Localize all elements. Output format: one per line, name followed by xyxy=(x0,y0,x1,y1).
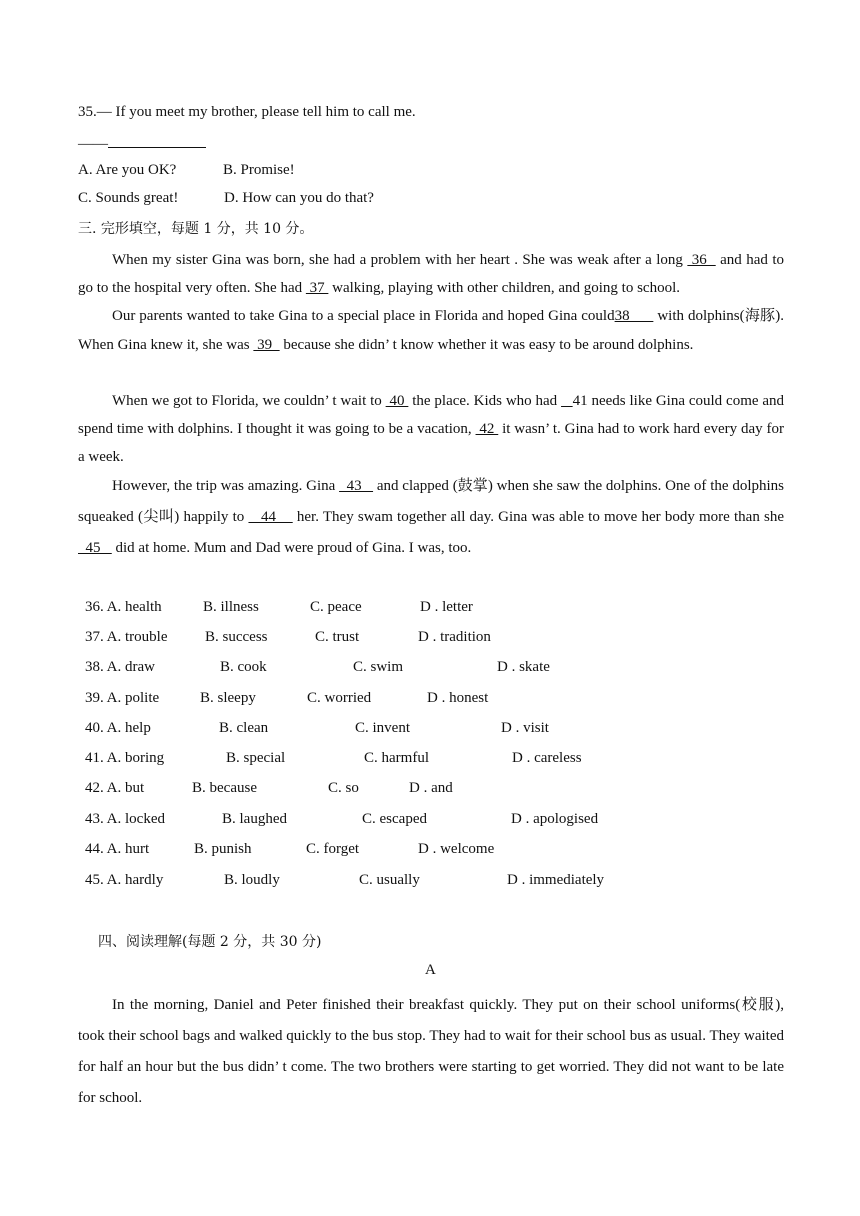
exam-page: 35.— If you meet my brother, please tell him to call me. —— A. Are you OK? B. Promise! C. Sounds great! D. How can you do that? 三. 完形填空，每题 1 分，共 10 分。 When my sister Gina was born, she had a problem with her heart . She was weak after a long 36 and had to go to the hospital very often. She had 37 walking, playing with other children, and going to school. Our parents wanted to take Gina to a special place in Florida and hoped Gina could38 with dolphins(海豚). When Gina knew it, she was 39 because she didn’ t know whether it was easy to be around dolphins. When we got to Florida, we couldn’ t wait to 40 the place. Kids who had 41 needs like Gina could come and spend time with dolphins. I thought it was going to be a vacation, 42 it wasn’ t. Gina had to work hard every day for a week. However, the trip was amazing. Gina 43 and clapped (鼓掌) when she saw the dolphins. One of the dolphins squeaked (尖叫) happily to 44 her. They swam together all day. Gina was able to move her body more than she 45 did at home. Mum and Dad were proud of Gina. I was, too. 36. A. health B. illness C. peace D . letter 37. A. trouble B. success C. trust D . tradition 38. A. draw B. cook C. swim D . skate 39. A. polite B. sleepy C. worried D . honest 40. A. help B. clean C. invent D . visit 41. A. boring B. special C. harmful D . careless 42. A. but B. because C. so D . and 43. A. locked B. laughed C. escaped D . apologised 44. A. hurt B. punish C. forget D . welcome 45. A. hardly B. loudly C. usually D . immediately 四、阅读理解(每题 2 分，共 30 分) A In the morning, Daniel and Peter finished their breakfast quickly. They put on their school uniforms(校服), took their school bags and walked quickly to the bus stop. They had to wait for their school bus as usual. They waited for half an hour but the bus didn’ t come. The two brothers were starting to get worried. They did not want to be late for school. xyxy=(0,0,860,1216)
blank-45: 45 xyxy=(78,540,112,556)
blank-41 xyxy=(561,393,573,409)
option-c: C. Sounds great! xyxy=(78,190,179,206)
blank-40: 40 xyxy=(385,393,409,409)
blank-36: 36 xyxy=(687,252,716,268)
reading-paragraph: In the morning, Daniel and Peter finished their breakfast quickly. They put on their school uniforms(校服), took their school bags and walked quickly to the bus stop. They had to wait for their school bus as usual. They waited for half an hour but the bus didn’ t come. The two brothers were starting to get worried. They did not want to be late for school. xyxy=(78,997,784,1106)
cloze-paragraph-3: When we got to Florida, we couldn’ t wait to 40 the place. Kids who had 41 needs like Gina could come and spend time with dolphins. I thought it was going to be a vacation, 42 it wasn’ t. Gina had to work hard every day for a week. xyxy=(78,393,785,465)
option-d: D. How can you do that? xyxy=(224,190,374,206)
question-35: 35.— If you meet my brother, please tell him to call me. xyxy=(78,104,416,120)
blank-39: 39 xyxy=(253,337,280,353)
section-3-heading: 三. 完形填空，每题 1 分，共 10 分。 xyxy=(78,221,314,237)
option-b: B. Promise! xyxy=(223,162,295,178)
blank-43: 43 xyxy=(339,478,374,494)
answer-line-35 xyxy=(78,133,206,153)
cloze-paragraph-2: Our parents wanted to take Gina to a special place in Florida and hoped Gina could38 with dolphins(海豚). When Gina knew it, she was 39 because she didn’ t know whether it was easy to be around dolphins. xyxy=(78,308,784,353)
passage-label: A xyxy=(425,962,436,978)
section-4-heading: 四、阅读理解(每题 2 分，共 30 分) xyxy=(98,934,322,950)
blank-38: 38 xyxy=(614,308,654,324)
blank-42: 42 xyxy=(475,421,499,437)
option-a: A. Are you OK? xyxy=(78,162,177,178)
blank-37: 37 xyxy=(305,280,329,296)
cloze-paragraph-1: When my sister Gina was born, she had a problem with her heart . She was weak after a long 36 and had to go to the hospital very often. She had 37 walking, playing with other children, and going to school. xyxy=(78,252,785,296)
answer-blank xyxy=(108,133,206,148)
blank-44: 44 xyxy=(248,509,293,525)
dash: —— xyxy=(78,136,108,152)
cloze-paragraph-4: However, the trip was amazing. Gina 43 and clapped (鼓掌) when she saw the dolphins. One of the dolphins squeaked (尖叫) happily to 44 her. They swam together all day. Gina was able to move her body more than she 45 did at home. Mum and Dad were proud of Gina. I was, too. xyxy=(78,478,785,556)
